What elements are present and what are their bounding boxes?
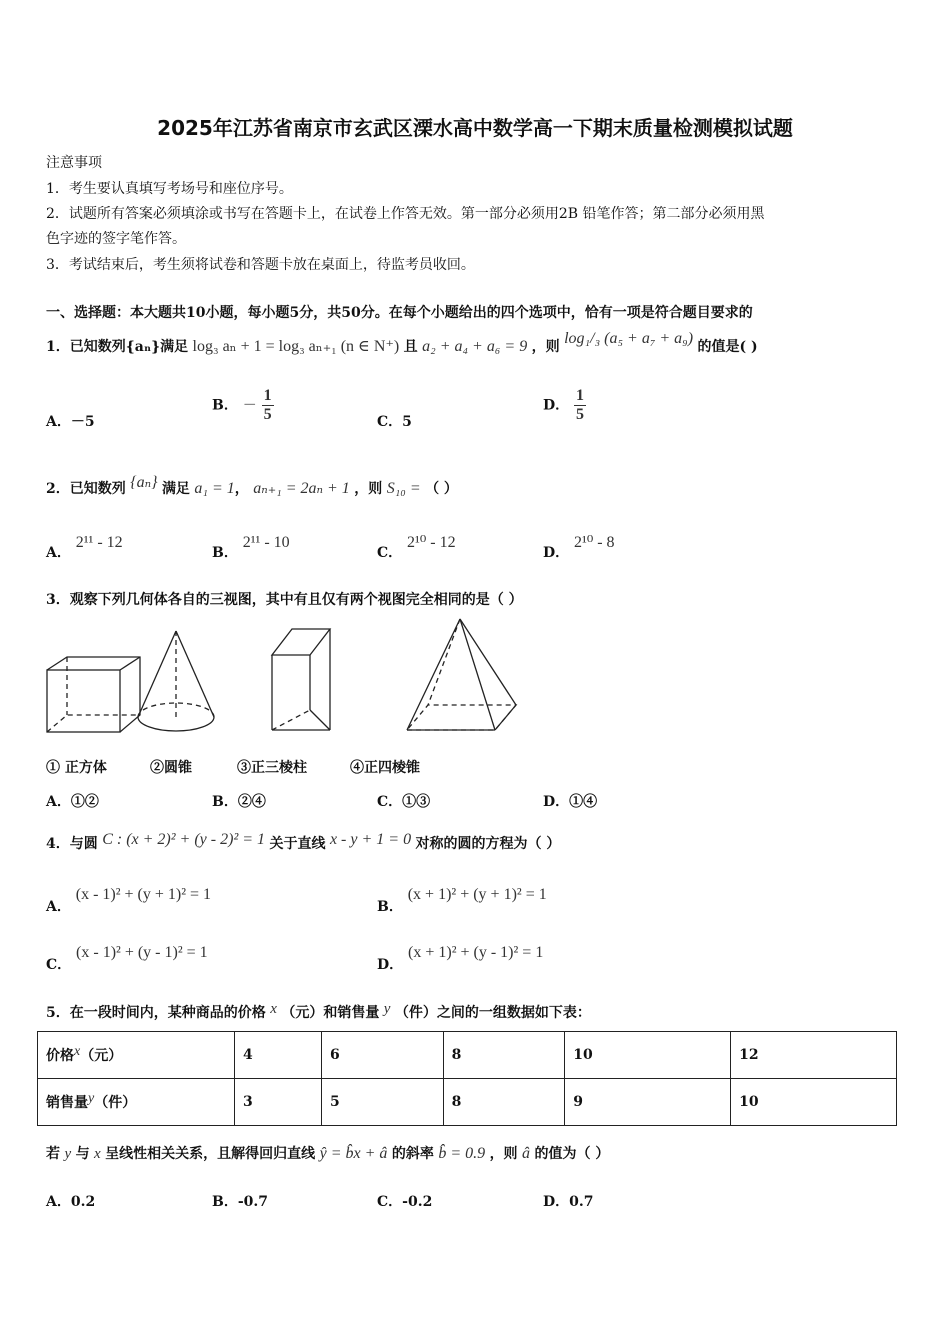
- numerator: 1: [263, 387, 272, 404]
- q4-option-b[interactable]: [377, 884, 547, 915]
- option-label: C．: [377, 1194, 403, 1210]
- q2-option-a[interactable]: [46, 532, 123, 561]
- q4-option-a[interactable]: [46, 884, 212, 915]
- option-text: (x - 1)² + (y + 1)² = 1: [75, 886, 212, 903]
- option-text: -0.2: [402, 1194, 433, 1210]
- q5-text: 若: [46, 1146, 60, 1162]
- option-label: A．: [46, 794, 71, 810]
- table-cell: 8: [443, 1079, 565, 1126]
- option-text: (x - 1)² + (y - 1)² = 1: [76, 944, 208, 961]
- q5-intercept: â: [522, 1145, 531, 1162]
- table-cell: 10: [731, 1079, 897, 1126]
- q2-option-c[interactable]: [377, 532, 456, 561]
- q2-expression: S₁₀ =: [386, 480, 421, 497]
- option-label: C．: [46, 957, 72, 973]
- row-var: y: [88, 1091, 95, 1106]
- option-text: 2¹⁰ - 8: [574, 534, 615, 551]
- q3-option-a[interactable]: [46, 791, 99, 811]
- table-cell: 12: [731, 1032, 897, 1079]
- option-sign: －: [242, 397, 257, 414]
- option-text: －5: [70, 414, 95, 430]
- fraction: [262, 387, 274, 424]
- q1-condition-1: log₃ aₙ + 1 = log₃ aₙ₊₁ (n ∈ N⁺): [192, 338, 400, 355]
- table-cell: 8: [443, 1032, 565, 1079]
- q5-option-a[interactable]: [46, 1191, 95, 1211]
- page-title: 2025年江苏省南京市玄武区溧水高中数学高一下期末质量检测模拟试题: [157, 116, 793, 140]
- option-label: D．: [543, 1194, 570, 1210]
- q2-condition-1: a₁ = 1: [194, 480, 235, 497]
- option-text: (x + 1)² + (y - 1)² = 1: [408, 944, 544, 961]
- q2-suffix: （ ）: [425, 481, 458, 497]
- q3-option-c[interactable]: [377, 791, 430, 811]
- denominator: 5: [576, 406, 585, 423]
- option-text: -0.7: [237, 1194, 269, 1210]
- option-text: 2¹¹ - 10: [242, 534, 290, 551]
- q4-circle: C : (x + 2)² + (y - 2)² = 1: [102, 831, 266, 848]
- q1-option-b[interactable]: [212, 387, 274, 424]
- q4-line: x - y + 1 = 0: [329, 831, 412, 848]
- row-label: 价格: [46, 1048, 74, 1064]
- q4-mid: 关于直线: [269, 836, 326, 852]
- solids-figure: [40, 615, 540, 745]
- option-label: B．: [212, 1194, 238, 1210]
- option-text: ①③: [402, 794, 431, 810]
- option-label: A．: [46, 414, 71, 430]
- q1-prefix: 1．已知数列{aₙ}满足: [46, 339, 189, 355]
- q5-var-y: y: [64, 1146, 72, 1162]
- option-label: D．: [543, 397, 570, 414]
- option-label: A．: [46, 899, 71, 915]
- q2-prefix: 2．已知数列: [46, 481, 126, 497]
- q5-text: ，则: [489, 1146, 518, 1162]
- q5-text: 呈线性相关关系，且解得回归直线: [105, 1146, 316, 1162]
- option-label: B．: [212, 397, 238, 414]
- option-label: A．: [46, 1194, 71, 1210]
- q2-comma: ，: [234, 481, 249, 497]
- q1-mid: 且: [403, 339, 418, 355]
- option-label: B．: [212, 545, 238, 561]
- table-cell: 5: [322, 1079, 444, 1126]
- q3-caption-4: ④正四棱锥: [350, 760, 420, 776]
- row-header: [38, 1032, 235, 1079]
- row-unit: （元）: [80, 1048, 123, 1064]
- q5-var-x: x: [270, 1001, 277, 1017]
- q5-text: 的值为（ ）: [534, 1146, 610, 1162]
- table-cell: 4: [235, 1032, 322, 1079]
- q3-option-b[interactable]: [212, 791, 266, 811]
- option-text: ①④: [569, 794, 598, 810]
- fraction: [574, 387, 586, 424]
- option-text: ①②: [70, 794, 99, 810]
- notice-item-2: 2．试题所有答案必须填涂或书写在答题卡上，在试卷上作答无效。第一部分必须用2B 铅笔作答；第二部分必须用黑: [46, 206, 765, 222]
- option-label: C．: [377, 414, 403, 430]
- q5-var-x: x: [94, 1146, 101, 1162]
- table-cell: 3: [235, 1079, 322, 1126]
- question-5: [46, 1002, 591, 1022]
- option-label: D．: [543, 794, 570, 810]
- question-2: [46, 474, 458, 498]
- option-label: B．: [212, 794, 238, 810]
- notice-heading: 注意事项: [46, 155, 102, 171]
- question-4: [46, 833, 560, 853]
- option-text: 2¹⁰ - 12: [407, 534, 456, 551]
- option-label: C．: [377, 794, 403, 810]
- table-cell: 6: [322, 1032, 444, 1079]
- square-pyramid-figure: [407, 619, 516, 730]
- q4-prefix: 4．与圆: [46, 836, 98, 852]
- q2-sequence: {aₙ}: [130, 474, 158, 491]
- q1-mid2: ，则: [531, 339, 560, 355]
- option-text: (x + 1)² + (y + 1)² = 1: [407, 886, 547, 903]
- q5-text: 的斜率: [391, 1146, 434, 1162]
- q4-option-d[interactable]: [377, 942, 544, 973]
- option-text: 0.2: [70, 1194, 96, 1210]
- numerator: 1: [576, 387, 585, 404]
- q2-option-d[interactable]: [543, 532, 615, 561]
- option-text: 5: [402, 414, 412, 430]
- option-label: D．: [377, 957, 404, 973]
- table-row: [38, 1079, 897, 1126]
- row-label: 销售量: [46, 1095, 88, 1111]
- option-text: 0.7: [569, 1194, 594, 1210]
- q5-option-d[interactable]: [543, 1191, 594, 1211]
- q1-option-c[interactable]: [377, 411, 412, 431]
- option-label: B．: [377, 899, 403, 915]
- q3-caption-1: ① 正方体: [46, 760, 107, 776]
- q2-option-b[interactable]: [212, 532, 290, 561]
- q1-option-d[interactable]: [543, 387, 586, 424]
- notice-item-1: 1．考生要认真填写考场号和座位序号。: [46, 181, 293, 197]
- option-label: C．: [377, 545, 403, 561]
- q2-condition-2: aₙ₊₁ = 2aₙ + 1: [253, 480, 350, 497]
- q1-suffix: 的值是( ): [697, 339, 758, 355]
- option-label: A．: [46, 545, 71, 561]
- q3-stem: 3．观察下列几何体各自的三视图，其中有且仅有两个视图完全相同的是（ ）: [46, 592, 523, 608]
- table-cell: 9: [565, 1079, 731, 1126]
- q2-mid2: ，则: [354, 481, 383, 497]
- option-text: 2¹¹ - 12: [75, 534, 123, 551]
- table-row: [38, 1032, 897, 1079]
- denominator: 5: [263, 406, 272, 423]
- q1-condition-2: a₂ + a₄ + a₆ = 9: [422, 338, 528, 355]
- q3-caption-3: ③正三棱柱: [237, 760, 307, 776]
- question-1: [46, 330, 758, 356]
- q5-mid1: （元）和销售量: [281, 1005, 380, 1021]
- price-sales-table: [37, 1031, 897, 1126]
- q4-option-c[interactable]: [46, 942, 208, 973]
- q3-option-d[interactable]: [543, 791, 597, 811]
- q5-option-c[interactable]: [377, 1191, 432, 1211]
- q5-regression: ŷ = b̂x + â: [319, 1145, 388, 1162]
- q4-suffix: 对称的圆的方程为（ ）: [415, 836, 561, 852]
- cube-figure: [47, 657, 140, 732]
- q1-option-a[interactable]: [46, 411, 95, 431]
- notice-item-2-cont: 色字迹的签字笔作答。: [46, 231, 186, 247]
- q1-expression: log₁/₃ (a₅ + a₇ + a₉): [564, 330, 694, 347]
- row-unit: （件）: [94, 1095, 137, 1111]
- option-label: D．: [543, 545, 570, 561]
- q5-slope: b̂ = 0.9: [438, 1145, 486, 1162]
- q5-prefix: 5．在一段时间内，某种商品的价格: [46, 1005, 266, 1021]
- triangular-prism-figure: [272, 629, 330, 730]
- table-cell: 10: [565, 1032, 731, 1079]
- q5-var-y: y: [383, 1001, 391, 1017]
- q2-mid: 满足: [161, 481, 190, 497]
- q5-suffix: （件）之间的一组数据如下表：: [394, 1005, 591, 1021]
- section-heading: 一、选择题：本大题共10小题，每小题5分，共50分。在每个小题给出的四个选项中，恰有一项是符合题目要求的: [46, 305, 753, 321]
- cone-figure: [138, 631, 214, 731]
- q5-followup: [46, 1143, 609, 1163]
- row-header: [38, 1079, 235, 1126]
- option-text: ②④: [237, 794, 266, 810]
- q5-option-b[interactable]: [212, 1191, 268, 1211]
- q5-text: 与: [75, 1146, 90, 1162]
- row-var: x: [74, 1044, 81, 1059]
- notice-item-3: 3．考试结束后，考生须将试卷和答题卡放在桌面上，待监考员收回。: [46, 257, 475, 273]
- q3-caption-2: ②圆锥: [150, 760, 192, 776]
